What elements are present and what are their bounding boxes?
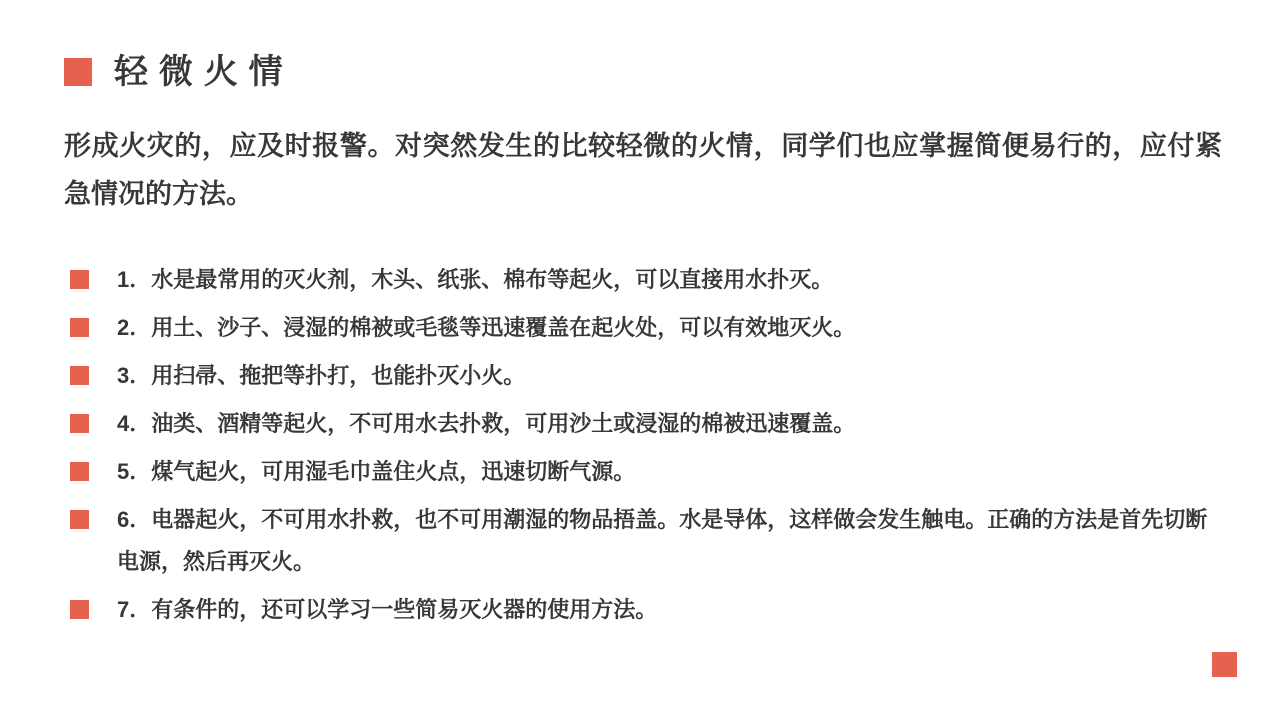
item-bullet-square-icon	[70, 600, 89, 619]
list-item	[70, 355, 1222, 397]
item-bullet-square-icon	[70, 318, 89, 337]
list-item	[70, 499, 1222, 583]
corner-accent-square-icon	[1212, 652, 1237, 677]
list-item	[70, 589, 1222, 631]
list-item-text: 6．电器起火，不可用水扑救，也不可用潮湿的物品捂盖。水是导体，这样做会发生触电。正确的方法是首先切断电源，然后再灭火。	[117, 507, 1208, 574]
list-item	[70, 307, 1222, 349]
slide-header	[64, 52, 294, 93]
page-title: 轻微火情	[114, 53, 294, 91]
intro-paragraph: 形成火灾的，应及时报警。对突然发生的比较轻微的火情，同学们也应掌握简便易行的，应付紧急情况的方法。	[64, 131, 1222, 209]
list-item-text: 1．水是最常用的灭火剂，木头、纸张、棉布等起火，可以直接用水扑灭。	[117, 267, 834, 292]
list-item-text: 7．有条件的，还可以学习一些简易灭火器的使用方法。	[117, 597, 658, 622]
list-item-text: 2．用土、沙子、浸湿的棉被或毛毯等迅速覆盖在起火处，可以有效地灭火。	[117, 315, 856, 340]
item-bullet-square-icon	[70, 462, 89, 481]
list-item-text: 3．用扫帚、拖把等扑打，也能扑灭小火。	[117, 363, 526, 388]
list-item	[70, 259, 1222, 301]
item-bullet-square-icon	[70, 414, 89, 433]
title-bullet-square-icon	[64, 58, 92, 86]
list-item-text: 4．油类、酒精等起火，不可用水去扑救，可用沙土或浸湿的棉被迅速覆盖。	[117, 411, 856, 436]
tips-list	[70, 259, 1222, 637]
item-bullet-square-icon	[70, 510, 89, 529]
list-item-text: 5．煤气起火，可用湿毛巾盖住火点，迅速切断气源。	[117, 459, 636, 484]
list-item	[70, 403, 1222, 445]
item-bullet-square-icon	[70, 270, 89, 289]
list-item	[70, 451, 1222, 493]
item-bullet-square-icon	[70, 366, 89, 385]
